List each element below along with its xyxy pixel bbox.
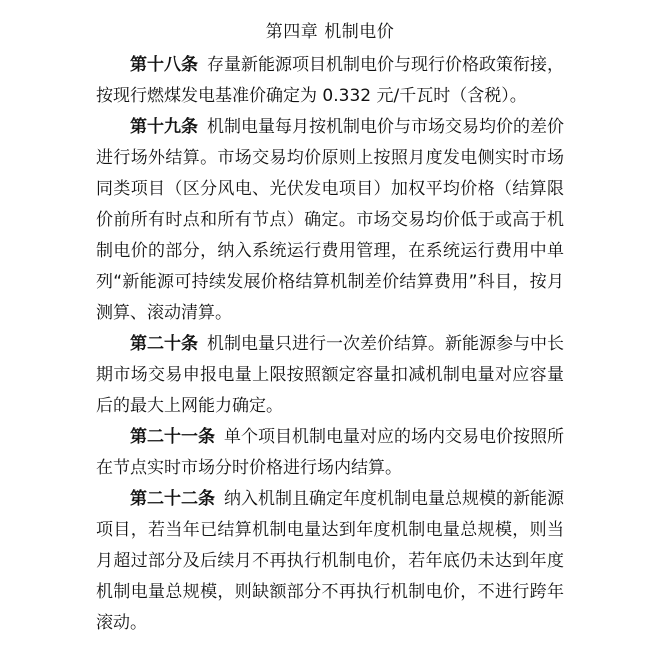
article-text: 机制电量只进行一次差价结算。新能源参与中长期市场交易申报电量上限按照额定容量扣减机制电量对应容量后的最大上网能力确定。 [96,334,564,416]
article-text: 机制电量每月按机制电价与市场交易均价的差价进行场外结算。市场交易均价原则上按照月度发电侧实时市场同类项目（区分风电、光伏发电项目）加权平均价格（结算限价前所有时点和所有节点）确定。市场交易均价低于或高于机制电价的部分，纳入系统运行费用管理，在系统运行费用中单列“新能源可持续发展价格结算机制差价结算费用”科目，按月测算、滚动清算。 [96,117,564,323]
article-number: 第二十条 [130,334,198,354]
article-number: 第十八条 [130,55,198,75]
article-text: 存量新能源项目机制电价与现行价格政策衔接，按现行燃煤发电基准价确定为 0.332 元/千瓦时（含税）。 [96,55,564,106]
article-22 [96,484,564,639]
article-number: 第二十二条 [130,489,215,509]
article-18 [96,50,564,112]
chapter-title: 第四章 机制电价 [265,22,395,42]
article-number: 第二十一条 [130,427,215,447]
article-21 [96,422,564,484]
article-20 [96,329,564,422]
article-text: 纳入机制且确定年度机制电量总规模的新能源项目，若当年已结算机制电量达到年度机制电量总规模，则当月超过部分及后续月不再执行机制电价，若年底仍未达到年度机制电量总规模，则缺额部分不再执行机制电价，不进行跨年滚动。 [96,489,564,633]
article-19 [96,112,564,329]
article-number: 第十九条 [130,117,198,137]
article-text: 单个项目机制电量对应的场内交易电价按照所在节点实时市场分时价格进行场内结算。 [96,427,564,478]
document-page [96,14,564,639]
